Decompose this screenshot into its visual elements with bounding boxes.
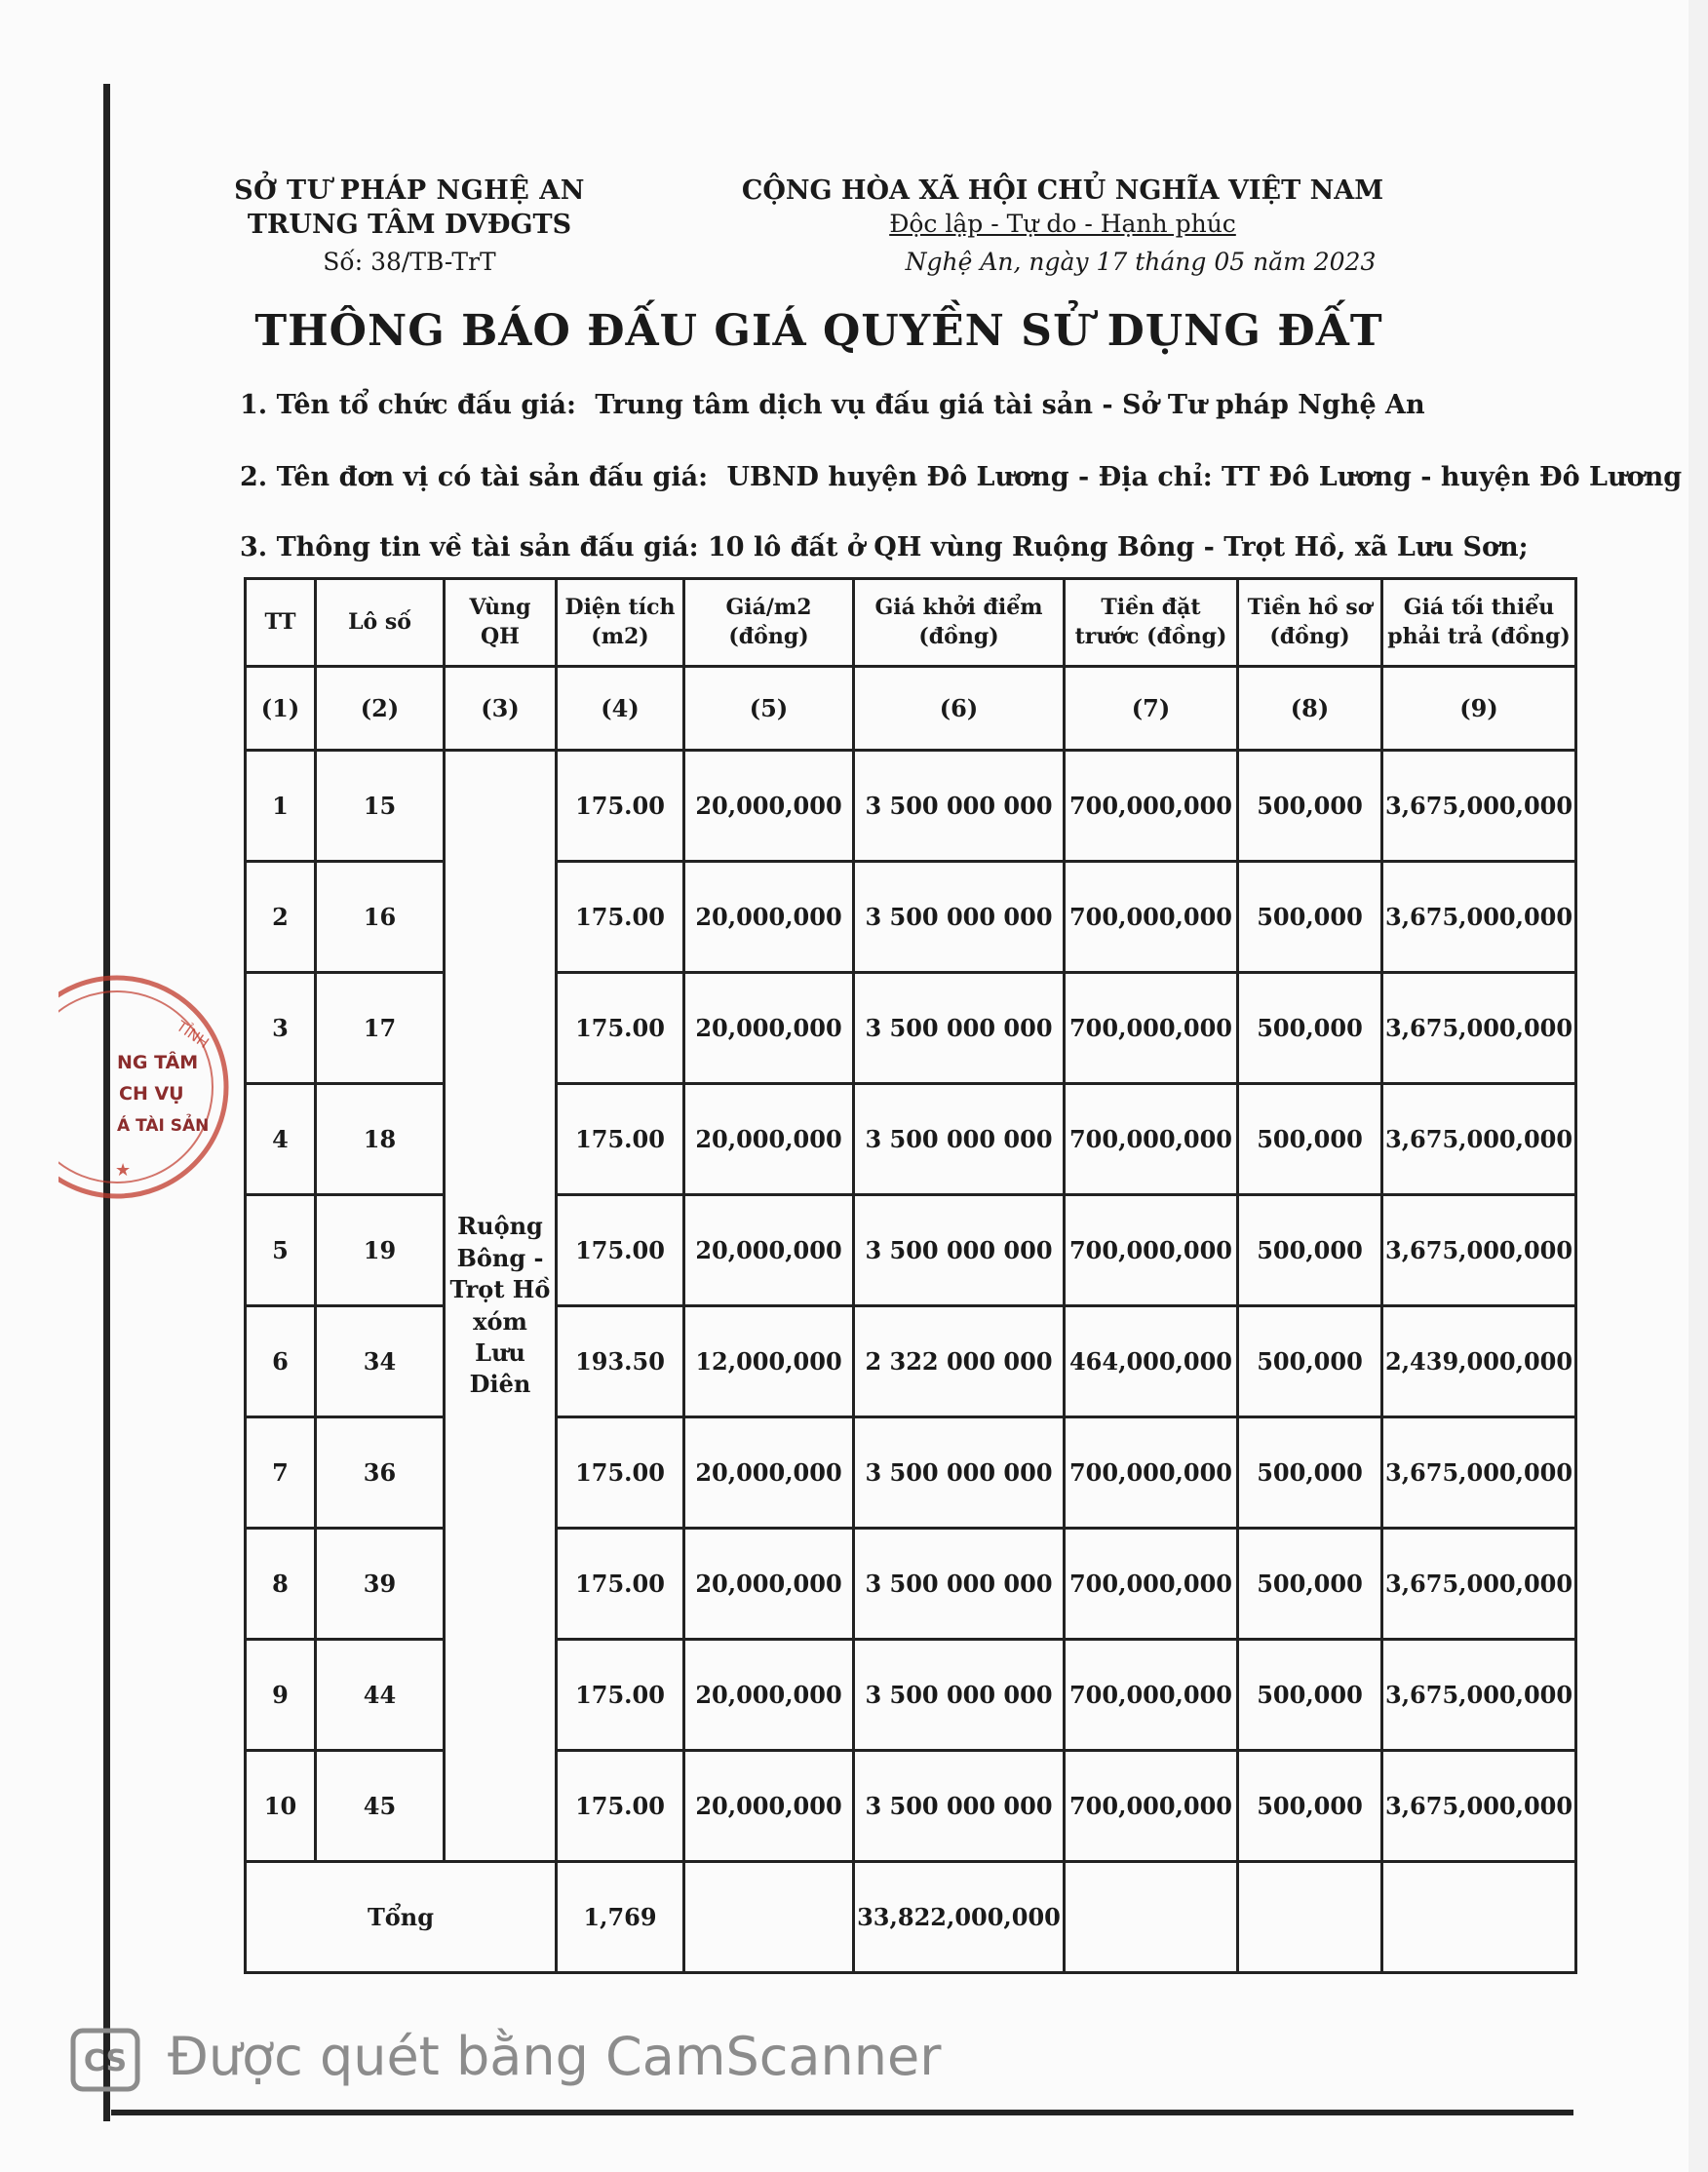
cell-price-m2: 20,000,000 — [684, 973, 854, 1084]
cell-tt: 2 — [246, 862, 316, 973]
cell-price-m2: 20,000,000 — [684, 1084, 854, 1195]
cell-min-pay: 3,675,000,000 — [1382, 1417, 1576, 1529]
page-title: THÔNG BÁO ĐẤU GIÁ QUYỀN SỬ DỤNG ĐẤT — [254, 306, 1383, 356]
cell-lot: 18 — [316, 1084, 445, 1195]
cell-price-m2: 20,000,000 — [684, 1640, 854, 1751]
cell-area: 175.00 — [557, 1417, 684, 1529]
cell-fee: 500,000 — [1238, 1529, 1382, 1640]
cell-lot: 39 — [316, 1529, 445, 1640]
cell-area: 175.00 — [557, 751, 684, 862]
cell-deposit: 700,000,000 — [1065, 1751, 1238, 1862]
cell-fee: 500,000 — [1238, 1084, 1382, 1195]
cell-lot: 36 — [316, 1417, 445, 1529]
col-header: Giá tối thiểu phải trả (đồng) — [1382, 579, 1576, 667]
col-header: Tiền hồ sơ (đồng) — [1238, 579, 1382, 667]
cell-deposit: 700,000,000 — [1065, 973, 1238, 1084]
info-item-1-value: Trung tâm dịch vụ đấu giá tài sản - Sở Tư pháp Nghệ An — [595, 390, 1425, 420]
cell-tt: 4 — [246, 1084, 316, 1195]
issuer-block — [224, 175, 595, 276]
svg-text:NG TÂM: NG TÂM — [117, 1052, 199, 1073]
cell-lot: 44 — [316, 1640, 445, 1751]
svg-text:★: ★ — [115, 1160, 132, 1181]
cell-deposit: 700,000,000 — [1065, 1529, 1238, 1640]
col-header: TT — [246, 579, 316, 667]
cell-deposit: 700,000,000 — [1065, 1084, 1238, 1195]
column-number-row — [246, 667, 1576, 751]
cell-price-m2: 20,000,000 — [684, 751, 854, 862]
cell-area: 175.00 — [557, 1195, 684, 1306]
cell-lot: 19 — [316, 1195, 445, 1306]
total-empty — [1382, 1862, 1576, 1973]
cell-start-price: 3 500 000 000 — [854, 1751, 1065, 1862]
cell-fee: 500,000 — [1238, 1640, 1382, 1751]
cell-fee: 500,000 — [1238, 973, 1382, 1084]
cell-tt: 6 — [246, 1306, 316, 1417]
total-start-price: 33,822,000,000 — [854, 1862, 1065, 1973]
cell-start-price: 3 500 000 000 — [854, 751, 1065, 862]
cell-area: 175.00 — [557, 1084, 684, 1195]
cell-price-m2: 12,000,000 — [684, 1306, 854, 1417]
total-empty — [1238, 1862, 1382, 1973]
cell-price-m2: 20,000,000 — [684, 1195, 854, 1306]
col-header: Giá khởi điểm (đồng) — [854, 579, 1065, 667]
col-number: (6) — [854, 667, 1065, 751]
cell-tt: 3 — [246, 973, 316, 1084]
cell-min-pay: 3,675,000,000 — [1382, 973, 1576, 1084]
col-header: Vùng QH — [445, 579, 557, 667]
cell-tt: 7 — [246, 1417, 316, 1529]
table-row — [246, 751, 1576, 862]
cell-tt: 1 — [246, 751, 316, 862]
cell-start-price: 3 500 000 000 — [854, 1640, 1065, 1751]
info-item-2 — [240, 462, 1682, 492]
cell-price-m2: 20,000,000 — [684, 1751, 854, 1862]
info-item-2-value: UBND huyện Đô Lương - Địa chỉ: TT Đô Lương - huyện Đô Lương — [726, 462, 1683, 492]
cell-tt: 5 — [246, 1195, 316, 1306]
cell-area: 175.00 — [557, 973, 684, 1084]
cell-start-price: 3 500 000 000 — [854, 1195, 1065, 1306]
col-header: Giá/m2 (đồng) — [684, 579, 854, 667]
cell-lot: 45 — [316, 1751, 445, 1862]
red-seal-stamp — [58, 975, 244, 1199]
col-number: (8) — [1238, 667, 1382, 751]
cell-fee: 500,000 — [1238, 751, 1382, 862]
info-item-2-label: 2. Tên đơn vị có tài sản đấu giá: — [240, 462, 709, 492]
cell-price-m2: 20,000,000 — [684, 1529, 854, 1640]
cell-start-price: 2 322 000 000 — [854, 1306, 1065, 1417]
table-header-row — [246, 579, 1576, 667]
cell-min-pay: 3,675,000,000 — [1382, 1529, 1576, 1640]
cell-area: 193.50 — [557, 1306, 684, 1417]
country-name: CỘNG HÒA XÃ HỘI CHỦ NGHĨA VIỆT NAM — [741, 175, 1384, 206]
cell-tt: 10 — [246, 1751, 316, 1862]
cell-area: 175.00 — [557, 1640, 684, 1751]
cell-tt: 9 — [246, 1640, 316, 1751]
cell-fee: 500,000 — [1238, 1195, 1382, 1306]
cell-min-pay: 3,675,000,000 — [1382, 751, 1576, 862]
cell-start-price: 3 500 000 000 — [854, 1529, 1065, 1640]
col-number: (5) — [684, 667, 854, 751]
info-item-1-label: 1. Tên tổ chức đấu giá: — [240, 390, 577, 420]
issue-date: Nghệ An, ngày 17 tháng 05 năm 2023 — [905, 248, 1377, 276]
motto: Độc lập - Tự do - Hạnh phúc — [889, 210, 1236, 238]
cell-fee: 500,000 — [1238, 1306, 1382, 1417]
col-number: (7) — [1065, 667, 1238, 751]
cell-min-pay: 3,675,000,000 — [1382, 1751, 1576, 1862]
cell-deposit: 700,000,000 — [1065, 862, 1238, 973]
doc-number: Số: 38/TB-TrT — [323, 248, 496, 276]
issuer-line2: TRUNG TÂM DVĐGTS — [247, 210, 572, 240]
cell-price-m2: 20,000,000 — [684, 1417, 854, 1529]
col-header: Diện tích (m2) — [557, 579, 684, 667]
cell-deposit: 700,000,000 — [1065, 1195, 1238, 1306]
col-number: (3) — [445, 667, 557, 751]
camscanner-logo-icon — [70, 2028, 140, 2092]
cell-lot: 34 — [316, 1306, 445, 1417]
camscanner-watermark: Được quét bằng CamScanner — [168, 2026, 942, 2087]
cell-area: 175.00 — [557, 1529, 684, 1640]
info-item-1 — [240, 390, 1425, 420]
svg-text:TỈNH: TỈNH — [173, 1017, 213, 1052]
issuer-line1: SỞ TƯ PHÁP NGHỆ AN — [234, 175, 585, 206]
camscanner-logo-text: CS — [83, 2044, 128, 2078]
cell-zone: Ruộng Bông - Trọt Hồ xóm Lưu Diên — [445, 751, 557, 1862]
cell-min-pay: 3,675,000,000 — [1382, 1640, 1576, 1751]
scan-edge-right — [1689, 0, 1708, 2172]
cell-start-price: 3 500 000 000 — [854, 973, 1065, 1084]
cell-lot: 15 — [316, 751, 445, 862]
col-number: (9) — [1382, 667, 1576, 751]
cell-min-pay: 3,675,000,000 — [1382, 1084, 1576, 1195]
cell-deposit: 700,000,000 — [1065, 751, 1238, 862]
svg-text:Á TÀI SẢN: Á TÀI SẢN — [117, 1116, 210, 1136]
cell-min-pay: 3,675,000,000 — [1382, 1195, 1576, 1306]
total-empty — [684, 1862, 854, 1973]
cell-deposit: 700,000,000 — [1065, 1417, 1238, 1529]
cell-fee: 500,000 — [1238, 1417, 1382, 1529]
col-number: (4) — [557, 667, 684, 751]
cell-lot: 16 — [316, 862, 445, 973]
total-empty — [1065, 1862, 1238, 1973]
info-item-3: 3. Thông tin về tài sản đấu giá: 10 lô đất ở QH vùng Ruộng Bông - Trọt Hồ, xã Lưu Sơn; — [240, 532, 1529, 562]
total-label: Tổng — [246, 1862, 557, 1973]
auction-table — [244, 577, 1577, 1974]
cell-deposit: 464,000,000 — [1065, 1306, 1238, 1417]
cell-start-price: 3 500 000 000 — [854, 862, 1065, 973]
cell-area: 175.00 — [557, 862, 684, 973]
col-number: (1) — [246, 667, 316, 751]
col-number: (2) — [316, 667, 445, 751]
cell-start-price: 3 500 000 000 — [854, 1084, 1065, 1195]
cell-min-pay: 2,439,000,000 — [1382, 1306, 1576, 1417]
col-header: Tiền đặt trước (đồng) — [1065, 579, 1238, 667]
cell-start-price: 3 500 000 000 — [854, 1417, 1065, 1529]
scan-border-bottom — [111, 2110, 1573, 2115]
cell-fee: 500,000 — [1238, 862, 1382, 973]
svg-text:CH VỤ: CH VỤ — [119, 1083, 184, 1105]
total-area: 1,769 — [557, 1862, 684, 1973]
cell-lot: 17 — [316, 973, 445, 1084]
cell-min-pay: 3,675,000,000 — [1382, 862, 1576, 973]
col-header: Lô số — [316, 579, 445, 667]
cell-fee: 500,000 — [1238, 1751, 1382, 1862]
cell-deposit: 700,000,000 — [1065, 1640, 1238, 1751]
cell-tt: 8 — [246, 1529, 316, 1640]
total-row — [246, 1862, 1576, 1973]
national-header — [721, 175, 1404, 276]
cell-price-m2: 20,000,000 — [684, 862, 854, 973]
cell-area: 175.00 — [557, 1751, 684, 1862]
